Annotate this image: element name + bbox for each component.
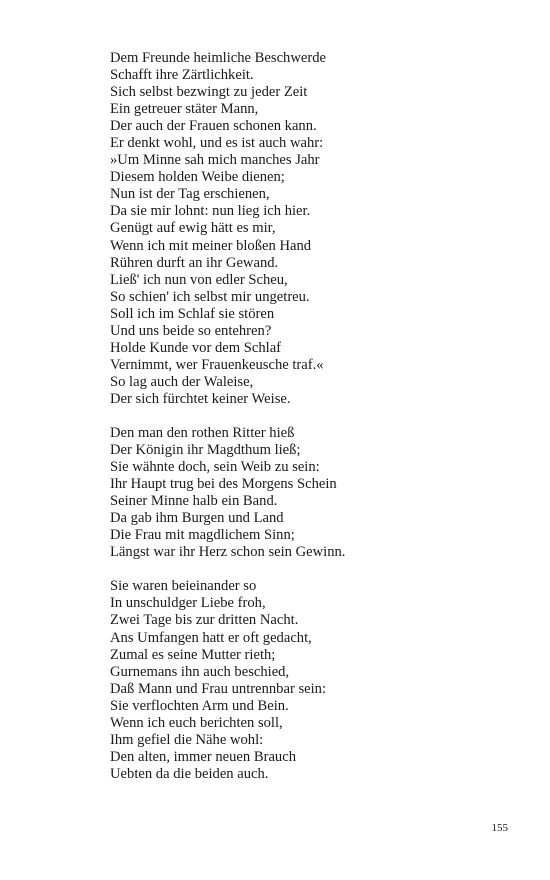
verse-line: Uebten da die beiden auch. bbox=[110, 765, 269, 782]
verse-line: Genügt auf ewig hätt es mir, bbox=[110, 220, 276, 237]
verse-line: Da gab ihm Burgen und Land bbox=[110, 510, 284, 527]
verse-line: Dem Freunde heimliche Beschwerde bbox=[110, 50, 326, 66]
page-number: 155 bbox=[491, 822, 508, 834]
verse-line: Der sich fürchtet keiner Weise. bbox=[110, 390, 291, 407]
verse-line: Diesem holden Weibe dienen; bbox=[110, 169, 285, 186]
verse-line: Die Frau mit magdlichem Sinn; bbox=[110, 527, 295, 544]
verse-line: Wenn ich euch berichten soll, bbox=[110, 714, 283, 731]
verse-line: Sich selbst bezwingt zu jeder Zeit bbox=[110, 84, 308, 101]
verse-line: Ihm gefiel die Nähe wohl: bbox=[110, 731, 264, 748]
verse-line: »Um Minne sah mich manches Jahr bbox=[110, 152, 320, 169]
verse-line: Ihr Haupt trug bei des Morgens Schein bbox=[110, 476, 337, 493]
verse-line: Und uns beide so entehren? bbox=[110, 322, 272, 339]
verse-line: So schien' ich selbst mir ungetreu. bbox=[110, 288, 310, 305]
stanza bbox=[110, 578, 510, 783]
verse-line: Rühren durft an ihr Gewand. bbox=[110, 254, 279, 271]
verse-line: Sie verflochten Arm und Bein. bbox=[110, 697, 289, 714]
verse-line: Nun ist der Tag erschienen, bbox=[110, 186, 270, 203]
poem-text bbox=[110, 50, 510, 800]
verse-line: Ans Umfangen hatt er oft gedacht, bbox=[110, 629, 312, 646]
verse-line: Längst war ihr Herz schon sein Gewinn. bbox=[110, 544, 346, 561]
verse-line: Er denkt wohl, und es ist auch wahr: bbox=[110, 135, 324, 152]
verse-line: In unschuldger Liebe froh, bbox=[110, 595, 266, 612]
stanza bbox=[110, 50, 510, 408]
verse-line: Der auch der Frauen schonen kann. bbox=[110, 118, 317, 135]
verse-line: Da sie mir lohnt: nun lieg ich hier. bbox=[110, 203, 311, 220]
verse-line: Sie wähnte doch, sein Weib zu sein: bbox=[110, 459, 320, 476]
verse-line: Seiner Minne halb ein Band. bbox=[110, 493, 278, 510]
verse-line: Zumal es seine Mutter rieth; bbox=[110, 646, 276, 663]
verse-line: Holde Kunde vor dem Schlaf bbox=[110, 339, 282, 356]
verse-line: Den alten, immer neuen Brauch bbox=[110, 748, 296, 765]
verse-line: Ein getreuer stäter Mann, bbox=[110, 101, 259, 118]
verse-line: Der Königin ihr Magdthum ließ; bbox=[110, 442, 301, 459]
verse-line: Soll ich im Schlaf sie stören bbox=[110, 305, 275, 322]
verse-line: Den man den rothen Ritter hieß bbox=[110, 424, 295, 441]
verse-line: Sie waren beieinander so bbox=[110, 578, 257, 595]
verse-line: So lag auch der Waleise, bbox=[110, 373, 254, 390]
verse-line: Wenn ich mit meiner bloßen Hand bbox=[110, 237, 312, 254]
verse-line: Ließ' ich nun von edler Scheu, bbox=[110, 271, 288, 288]
verse-line: Daß Mann und Frau untrennbar sein: bbox=[110, 680, 327, 697]
stanza bbox=[110, 425, 510, 561]
verse-line: Gurnemans ihn auch beschied, bbox=[110, 663, 290, 680]
verse-line: Zwei Tage bis zur dritten Nacht. bbox=[110, 612, 299, 629]
verse-line: Schafft ihre Zärtlichkeit. bbox=[110, 67, 254, 84]
verse-line: Vernimmt, wer Frauenkeusche traf.« bbox=[110, 356, 324, 373]
